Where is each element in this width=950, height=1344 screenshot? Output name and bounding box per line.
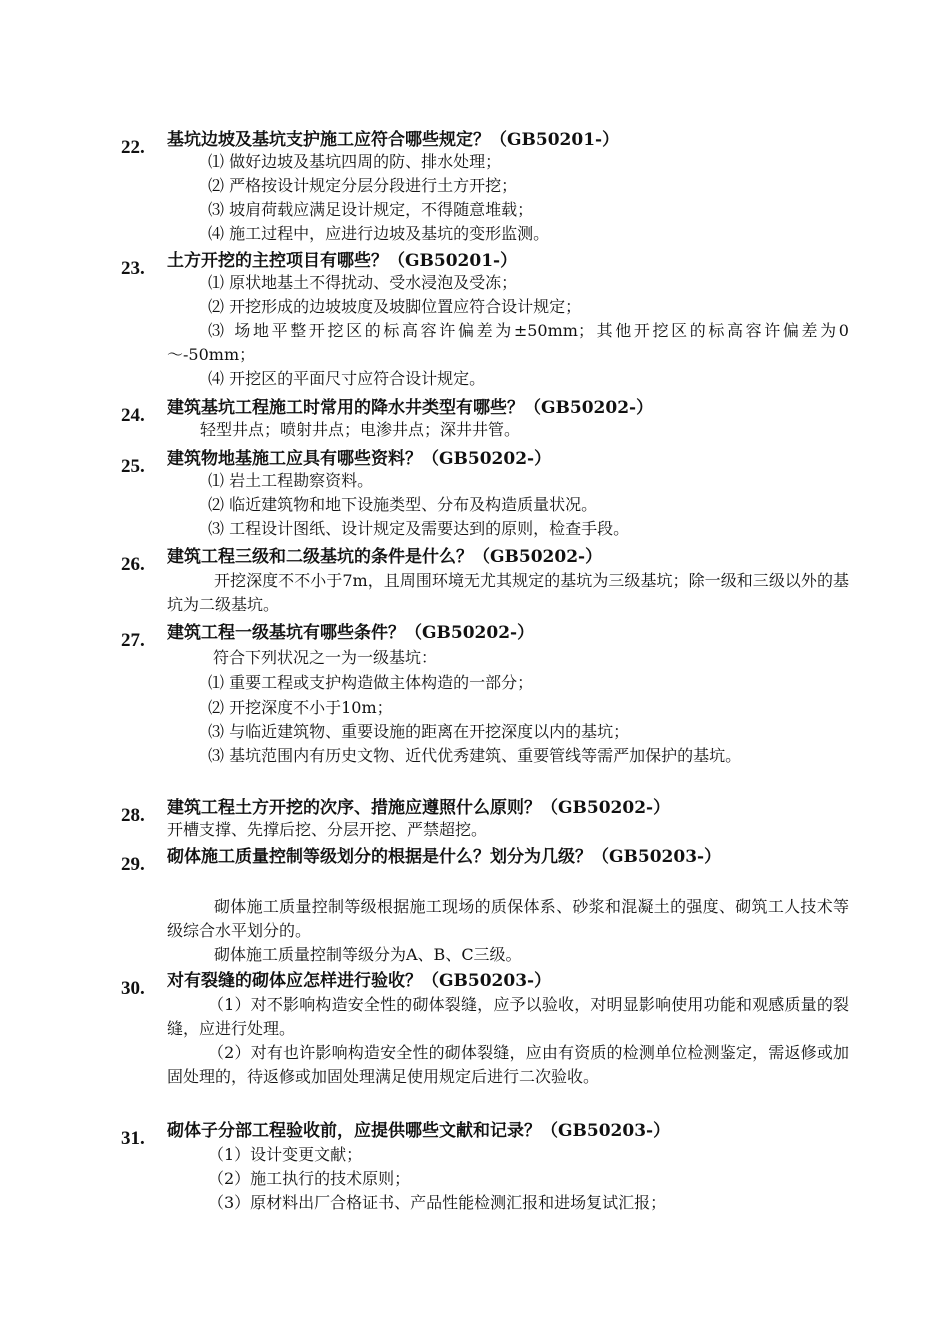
answer-line: ⑶ 坡肩荷载应满足设计规定，不得随意堆载； bbox=[208, 200, 534, 219]
question-title: 建筑工程土方开挖的次序、措施应遵照什么原则？（GB50202-） bbox=[167, 798, 671, 818]
question-number: 28. bbox=[121, 805, 145, 826]
question-title: 土方开挖的主控项目有哪些？（GB50201-） bbox=[167, 251, 518, 271]
question-number: 22. bbox=[121, 137, 145, 158]
answer-line: 轻型井点；喷射井点；电渗井点；深井井管。 bbox=[200, 420, 521, 439]
answer-line: ⑴ 做好边坡及基坑四周的防、排水处理； bbox=[208, 152, 502, 171]
question-number: 26. bbox=[121, 554, 145, 575]
answer-line: ⑵ 开挖深度不小于10m； bbox=[208, 698, 393, 717]
question-number: 23. bbox=[121, 258, 145, 279]
question-title: 对有裂缝的砌体应怎样进行验收？（GB50203-） bbox=[167, 971, 552, 991]
question-title: 建筑工程一级基坑有哪些条件？（GB50202-） bbox=[167, 623, 535, 643]
answer-line: ⑶ 与临近建筑物、重要设施的距离在开挖深度以内的基坑； bbox=[208, 722, 630, 741]
question-number: 27. bbox=[121, 630, 145, 651]
question-title: 基坑边坡及基坑支护施工应符合哪些规定？（GB50201-） bbox=[167, 130, 620, 150]
question-title: 砌体子分部工程验收前，应提供哪些文献和记录？（GB50203-） bbox=[167, 1121, 671, 1141]
question-title: 建筑基坑工程施工时常用的降水井类型有哪些？（GB50202-） bbox=[167, 398, 654, 418]
question-number: 29. bbox=[121, 854, 145, 875]
question-number: 30. bbox=[121, 978, 145, 999]
answer-line: 开槽支撑、先撑后挖、分层开挖、严禁超挖。 bbox=[167, 820, 488, 839]
question-number: 25. bbox=[121, 456, 145, 477]
question-title: 建筑物地基施工应具有哪些资料？（GB50202-） bbox=[167, 449, 552, 469]
answer-line: （2）施工执行的技术原则； bbox=[208, 1169, 411, 1188]
answer-paragraph: ⑶ 场地平整开挖区的标高容许偏差为±50mm；其他开挖区的标高容许偏差为0～-50mm； bbox=[167, 321, 849, 364]
answer-line: ⑷ 开挖区的平面尺寸应符合设计规定。 bbox=[208, 369, 486, 388]
answer-paragraph: （2）对有也许影响构造安全性的砌体裂缝，应由有资质的检测单位检测鉴定，需返修或加固处理的，待返修或加固处理满足使用规定后进行二次验收。 bbox=[167, 1043, 849, 1086]
answer-line: （3）原材料出厂合格证书、产品性能检测汇报和进场复试汇报； bbox=[208, 1193, 667, 1212]
answer-line: ⑴ 岩土工程勘察资料。 bbox=[208, 471, 374, 490]
answer-line: ⑵ 严格按设计规定分层分段进行土方开挖； bbox=[208, 176, 518, 195]
answer-line: ⑴ 重要工程或支护构造做主体构造的一部分； bbox=[208, 673, 534, 692]
answer-line: ⑷ 施工过程中，应进行边坡及基坑的变形监测。 bbox=[208, 224, 550, 243]
answer-paragraph: 开挖深度不不小于7m，且周围环境无尤其规定的基坑为三级基坑；除一级和三级以外的基坑为二级基坑。 bbox=[167, 571, 849, 614]
question-title: 砌体施工质量控制等级划分的根据是什么？划分为几级？（GB50203-） bbox=[167, 847, 722, 867]
answer-paragraph: 砌体施工质量控制等级根据施工现场的质保体系、砂浆和混凝土的强度、砌筑工人技术等级综合水平划分的。 bbox=[167, 897, 849, 940]
answer-line: ⑶ 工程设计图纸、设计规定及需要达到的原则，检查手段。 bbox=[208, 519, 630, 538]
answer-line: 砌体施工质量控制等级分为A、B、C三级。 bbox=[214, 945, 522, 964]
answer-paragraph: （1）对不影响构造安全性的砌体裂缝，应予以验收，对明显影响使用功能和观感质量的裂缝，应进行处理。 bbox=[167, 995, 849, 1038]
answer-line: ⑴ 原状地基土不得扰动、受水浸泡及受冻； bbox=[208, 273, 518, 292]
answer-line: （1）设计变更文献； bbox=[208, 1145, 363, 1164]
question-number: 31. bbox=[121, 1128, 145, 1149]
answer-line: 符合下列状况之一为一级基坑： bbox=[213, 648, 438, 667]
answer-line: ⑵ 开挖形成的边坡坡度及坡脚位置应符合设计规定； bbox=[208, 297, 582, 316]
answer-line: ⑵ 临近建筑物和地下设施类型、分布及构造质量状况。 bbox=[208, 495, 598, 514]
question-title: 建筑工程三级和二级基坑的条件是什么？（GB50202-） bbox=[167, 547, 603, 567]
question-number: 24. bbox=[121, 405, 145, 426]
answer-paragraph: ⑶ 基坑范围内有历史文物、近代优秀建筑、重要管线等需严加保护的基坑。 bbox=[208, 746, 742, 765]
